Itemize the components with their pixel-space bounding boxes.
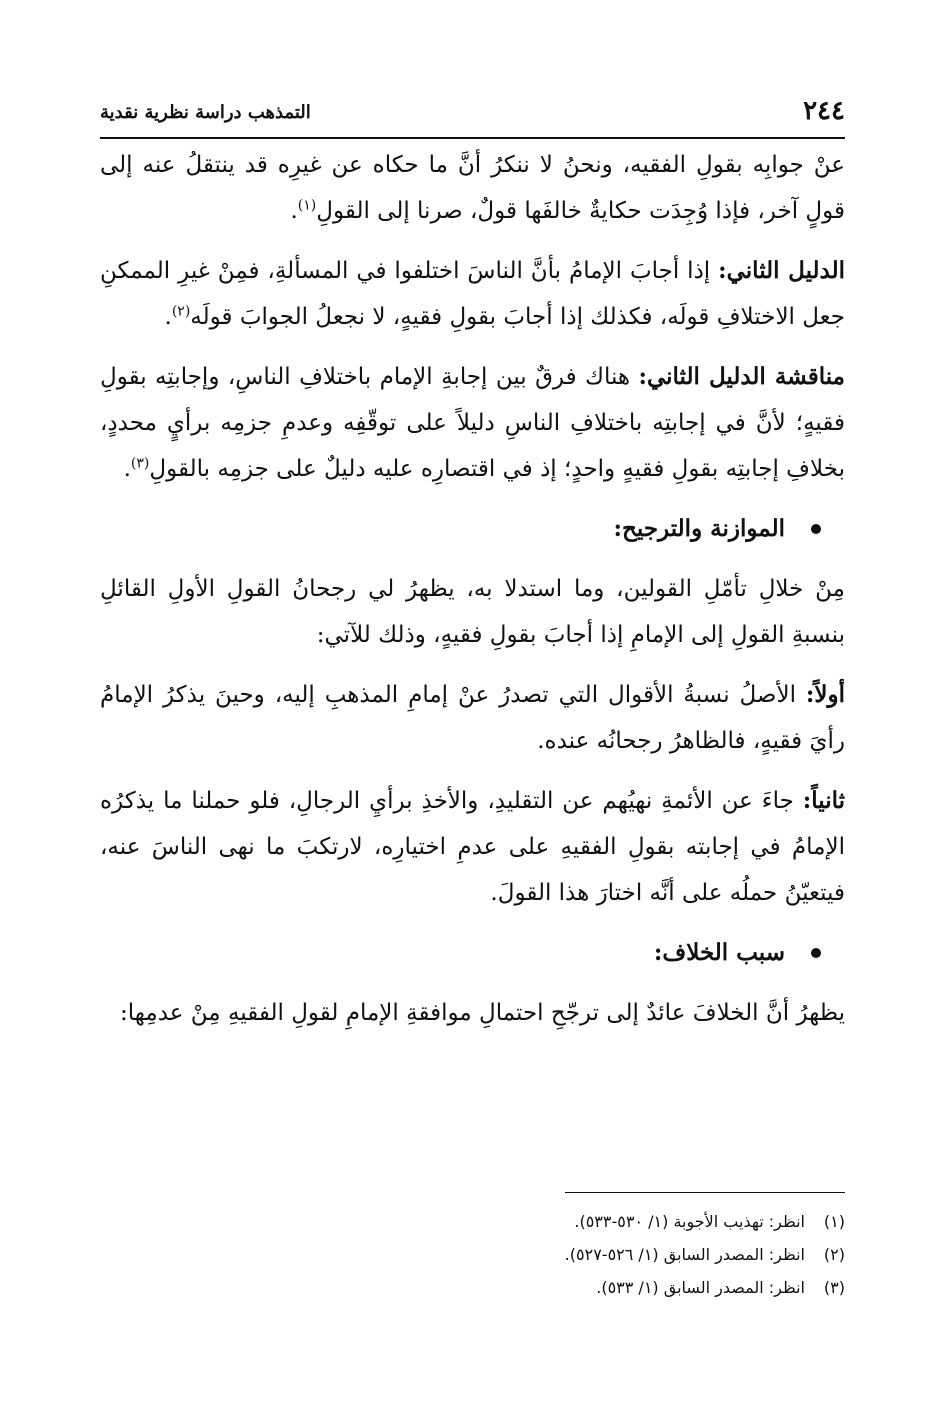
- paragraph-1-text: عنْ جوابِه بقولِ الفقيه، ونحنُ لا ننكرُ أنَّ ما حكاه عن غيرِه قد ينتقلُ عنه إلى قولٍ آخر، فإذا وُجِدَت حكايةٌ خالفَها قولٌ، صرنا إلى القولِ: [100, 152, 845, 224]
- page-number: ٢٤٤: [803, 96, 845, 126]
- footnote-number: (٢): [823, 1245, 845, 1264]
- paragraph-2-text: إذا أجابَ الإمامُ بأنَّ الناسَ اختلفوا في المسألةِ، فمِنْ غيرِ الممكنِ جعل الاختلافِ قولَه، فكذلك إذا أجابَ بقولِ فقيهٍ، لا نجعلُ الجوابَ قولَه: [100, 258, 845, 330]
- footnote-2: [100, 1238, 845, 1271]
- paragraph-3-end: .: [123, 456, 131, 482]
- paragraph-1: [100, 142, 845, 234]
- footnote-text: انظر: المصدر السابق (١/ ٥٣٣).: [596, 1278, 805, 1297]
- bullet-icon: [811, 524, 821, 534]
- footnote-number: (١): [823, 1212, 845, 1231]
- paragraph-5-lead: أولاً:: [805, 681, 845, 708]
- footnotes: [100, 1205, 845, 1304]
- paragraph-4: مِنْ خلالِ تأمّلِ القولين، وما استدلا به، يظهرُ لي رجحانُ القولِ الأولِ القائلِ بنسبةِ القولِ إلى الإمامِ إذا أجابَ بقولِ فقيهٍ، وذلك للآتي:: [100, 576, 845, 648]
- paragraph-5-text: الأصلُ نسبةُ الأقوال التي تصدرُ عنْ إمامِ المذهبِ إليه، وحينَ يذكرُ الإمامُ رأيَ فقيهٍ، فالظاهرُ رجحانُه عنده.: [100, 682, 845, 754]
- section-heading-cause: [100, 930, 845, 976]
- paragraph-3-text: هناك فرقٌ بين إجابةِ الإمام باختلافِ الناسِ، وإجابتِه بقولِ فقيهٍ؛ لأنَّ في إجابتِه باختلافِ الناسِ دليلاً على توقّفِه وعدمِ جزمِه برأيٍ محددٍ، بخلافِ إجابتِه بقولِ فقيهٍ واحدٍ؛ إذ في اقتصارِه عليه دليلٌ على جزمِه بالقولِ: [100, 364, 845, 482]
- paragraph-2-lead: الدليل الثاني:: [718, 257, 845, 284]
- paragraph-1-end: .: [290, 198, 298, 224]
- bullet-icon: [811, 948, 821, 958]
- main-text: [100, 142, 845, 1050]
- paragraph-2-end: .: [164, 304, 172, 330]
- footnote-rule: [565, 1192, 845, 1193]
- paragraph-6-lead: ثانياً:: [802, 787, 845, 814]
- running-title: التمذهب دراسة نظرية نقدية: [100, 102, 311, 123]
- paragraph-3-lead: مناقشة الدليل الثاني:: [638, 363, 846, 390]
- paragraph-3: [100, 354, 845, 492]
- paragraph-6-text: جاءَ عن الأئمةِ نهيُهم عن التقليدِ، والأخذِ برأيِ الرجالِ، فلو حملنا ما يذكرُه الإمامُ في إجابته بقولِ الفقيهِ على عدمِ اختيارِه، لارتكبَ ما نهى الناسَ عنه، فيتعيّنُ حملُه على أنَّه اختارَ هذا القولَ.: [100, 788, 845, 906]
- footnote-number: (٣): [823, 1278, 845, 1297]
- footnote-text: انظر: تهذيب الأجوبة (١/ ٥٣٠-٥٣٣).: [574, 1212, 805, 1231]
- footnote-3: [100, 1271, 845, 1304]
- footnote-text: انظر: المصدر السابق (١/ ٥٢٦-٥٢٧).: [564, 1245, 805, 1264]
- footnote-ref-1: (١): [297, 197, 317, 214]
- footnote-ref-2: (٢): [171, 303, 191, 320]
- header-rule: [100, 137, 845, 139]
- paragraph-7: يظهرُ أنَّ الخلافَ عائدٌ إلى ترجّحِ احتمالِ موافقةِ الإمامِ لقولِ الفقيهِ مِنْ عدمِها:: [120, 1000, 845, 1026]
- paragraph-2: [100, 248, 845, 340]
- paragraph-5: [100, 672, 845, 764]
- section-heading-cause-text: سبب الخلاف:: [653, 939, 785, 966]
- footnote-1: [100, 1205, 845, 1238]
- section-heading-weighing: [100, 506, 845, 552]
- section-heading-weighing-text: الموازنة والترجيح:: [613, 515, 785, 542]
- footnote-ref-3: (٣): [130, 455, 150, 472]
- page-header: [100, 94, 845, 136]
- paragraph-6: [100, 778, 845, 916]
